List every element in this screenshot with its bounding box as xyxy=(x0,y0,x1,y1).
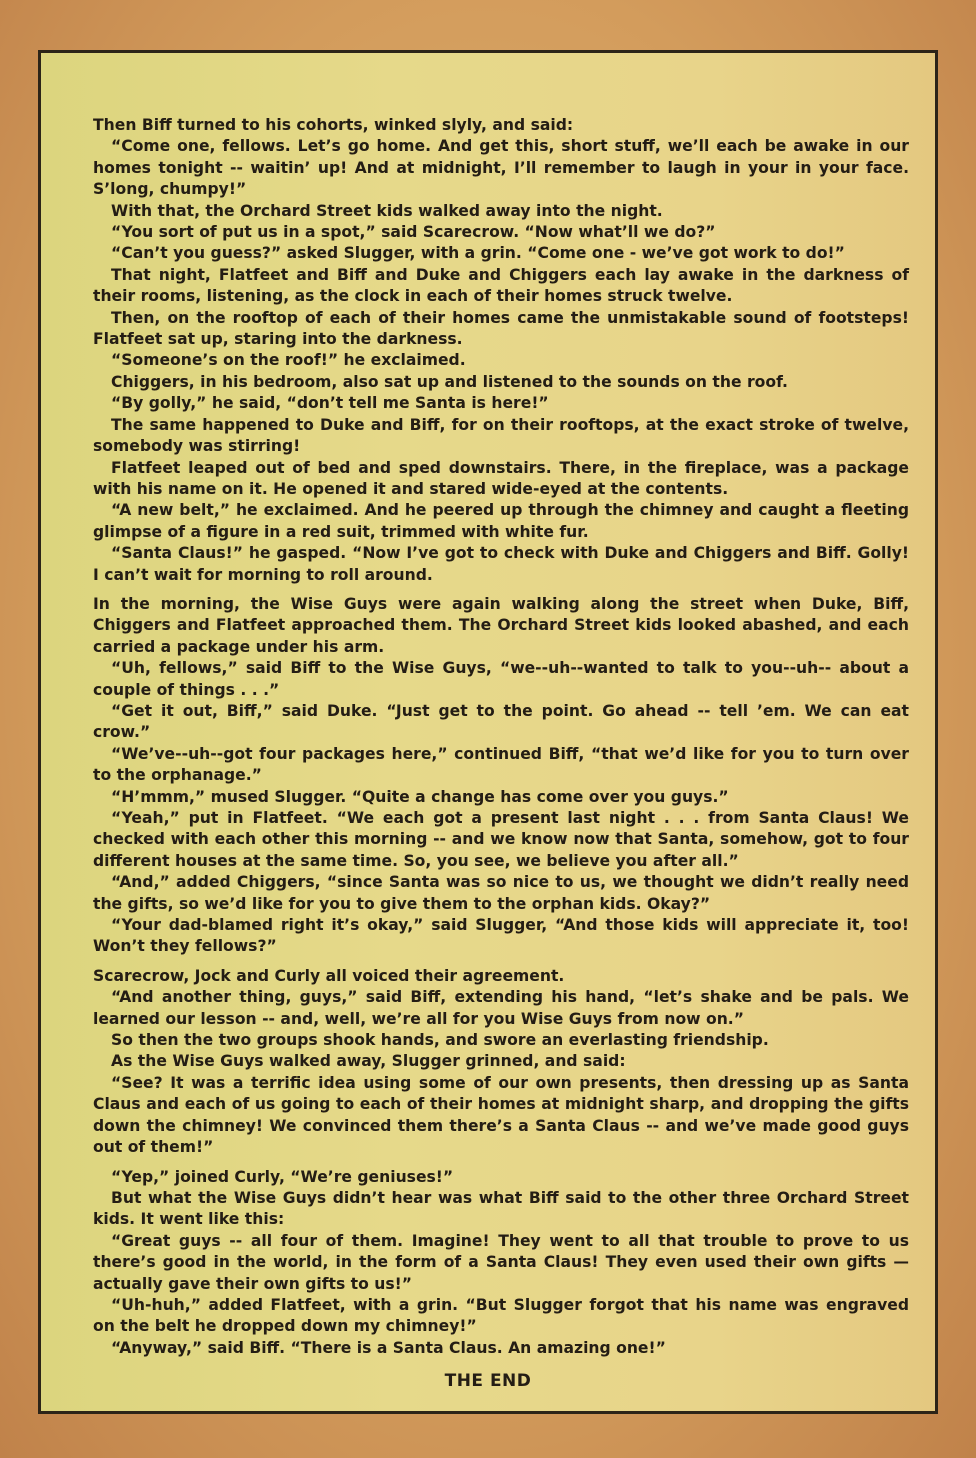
story-paragraph: “Someone’s on the roof!” he exclaimed. xyxy=(111,351,466,370)
story-paragraph: “Can’t you guess?” asked Slugger, with a grin. “Come one - we’ve got work to do!” xyxy=(111,244,845,263)
story-paragraph: “And,” added Chiggers, “since Santa was so nice to us, we thought we didn’t really need the gifts, so we’d like for you to give them to the orphan kids. Okay?” xyxy=(93,873,909,913)
story-paragraph: As the Wise Guys walked away, Slugger grinned, and said: xyxy=(111,1052,626,1071)
story-paragraph: In the morning, the Wise Guys were again walking along the street when Duke, Biff, Chiggers and Flatfeet approached them. The Orchard Street kids looked abashed, and each carried a package under his arm. xyxy=(93,594,909,656)
story-paragraph: “You sort of put us in a spot,” said Scarecrow. “Now what’ll we do?” xyxy=(111,223,716,242)
story-paragraph: “Anyway,” said Biff. “There is a Santa Claus. An amazing one!” xyxy=(111,1338,666,1357)
story-paragraph: “Yep,” joined Curly, “We’re geniuses!” xyxy=(111,1167,454,1186)
story-paragraph: So then the two groups shook hands, and swore an everlasting friendship. xyxy=(111,1031,769,1050)
story-paragraph: “And another thing, guys,” said Biff, extending his hand, “let’s shake and be pals. We learned our lesson -- and, well, we’re all for you Wise Guys from now on.” xyxy=(93,988,909,1028)
story-paragraph: Then, on the rooftop of each of their homes came the unmistakable sound of footsteps! Flatfeet sat up, staring into the darkness. xyxy=(93,308,909,349)
story-paragraph: “Get it out, Biff,” said Duke. “Just get to the point. Go ahead -- tell ’em. We can eat crow.” xyxy=(93,701,909,742)
story-paragraph: Then Biff turned to his cohorts, winked slyly, and said: xyxy=(93,116,574,134)
the-end-label: THE END xyxy=(444,1371,532,1391)
text-panel-frame xyxy=(38,50,938,1414)
story-paragraph: “Great guys -- all four of them. Imagine! They went to all that trouble to prove to us there’s good in the world, in the form of a Santa Claus! They even used their own gifts — actually gave their own gifts to us!” xyxy=(93,1231,909,1293)
story-paragraph: With that, the Orchard Street kids walked away into the night. xyxy=(111,201,663,220)
story-paragraph: “A new belt,” he exclaimed. And he peered up through the chimney and caught a fleeting glimpse of a figure in a red suit, trimmed with white fur. xyxy=(93,501,909,541)
story-paragraph: The same happened to Duke and Biff, for on their rooftops, at the exact stroke of twelve, somebody was stirring! xyxy=(93,415,909,456)
story-paragraph: “By golly,” he said, “don’t tell me Santa is here!” xyxy=(111,394,549,413)
story-paragraph: “Uh-huh,” added Flatfeet, with a grin. “But Slugger forgot that his name was engraved on the belt he dropped down my chimney!” xyxy=(93,1295,909,1336)
story-paragraph: But what the Wise Guys didn’t hear was what Biff said to the other three Orchard Street kids. It went like this: xyxy=(93,1188,909,1229)
story-paragraph: Flatfeet leaped out of bed and sped downstairs. There, in the fireplace, was a package with his name on it. He opened it and stared wide-eyed at the contents. xyxy=(93,458,909,498)
story-paragraph: “Yeah,” put in Flatfeet. “We each got a present last night . . . from Santa Claus! We checked with each other this morning -- and we know now that Santa, somehow, got to four different houses at the same time. So, you see, we believe you after all.” xyxy=(93,809,909,870)
story-paragraph: “See? It was a terrific idea using some of our own presents, then dressing up as Santa Claus and each of us going to each of their homes at midnight sharp, and dropping the gifts down the chimney! We convinced them there’s a Santa Claus -- and we’ve made good guys out of them!” xyxy=(93,1073,909,1157)
story-paragraph: “We’ve--uh--got four packages here,” continued Biff, “that we’d like for you to turn over to the orphanage.” xyxy=(93,744,909,785)
story-paragraph: “Santa Claus!” he gasped. “Now I’ve got to check with Duke and Chiggers and Biff. Golly! I can’t wait for morning to roll around. xyxy=(93,544,909,584)
story-text xyxy=(93,115,909,1359)
story-paragraph: “Your dad-blamed right it’s okay,” said Slugger, “And those kids will appreciate it, too! Won’t they fellows?” xyxy=(93,916,909,956)
story-paragraph: Chiggers, in his bedroom, also sat up and listened to the sounds on the roof. xyxy=(111,372,788,391)
story-paragraph: That night, Flatfeet and Biff and Duke and Chiggers each lay awake in the darkness of their rooms, listening, as the clock in each of their homes struck twelve. xyxy=(93,265,909,306)
story-paragraph: “Uh, fellows,” said Biff to the Wise Guys, “we--uh--wanted to talk to you--uh-- about a couple of things . . .” xyxy=(93,659,909,699)
story-paragraph: “H’mmm,” mused Slugger. “Quite a change has come over you guys.” xyxy=(111,787,729,806)
story-paragraph: Scarecrow, Jock and Curly all voiced their agreement. xyxy=(93,966,565,985)
story-paragraph: “Come one, fellows. Let’s go home. And get this, short stuff, we’ll each be awake in our homes tonight -- waitin’ up! And at midnight, I’ll remember to laugh in your in your face. S’long, chumpy!” xyxy=(93,137,909,199)
